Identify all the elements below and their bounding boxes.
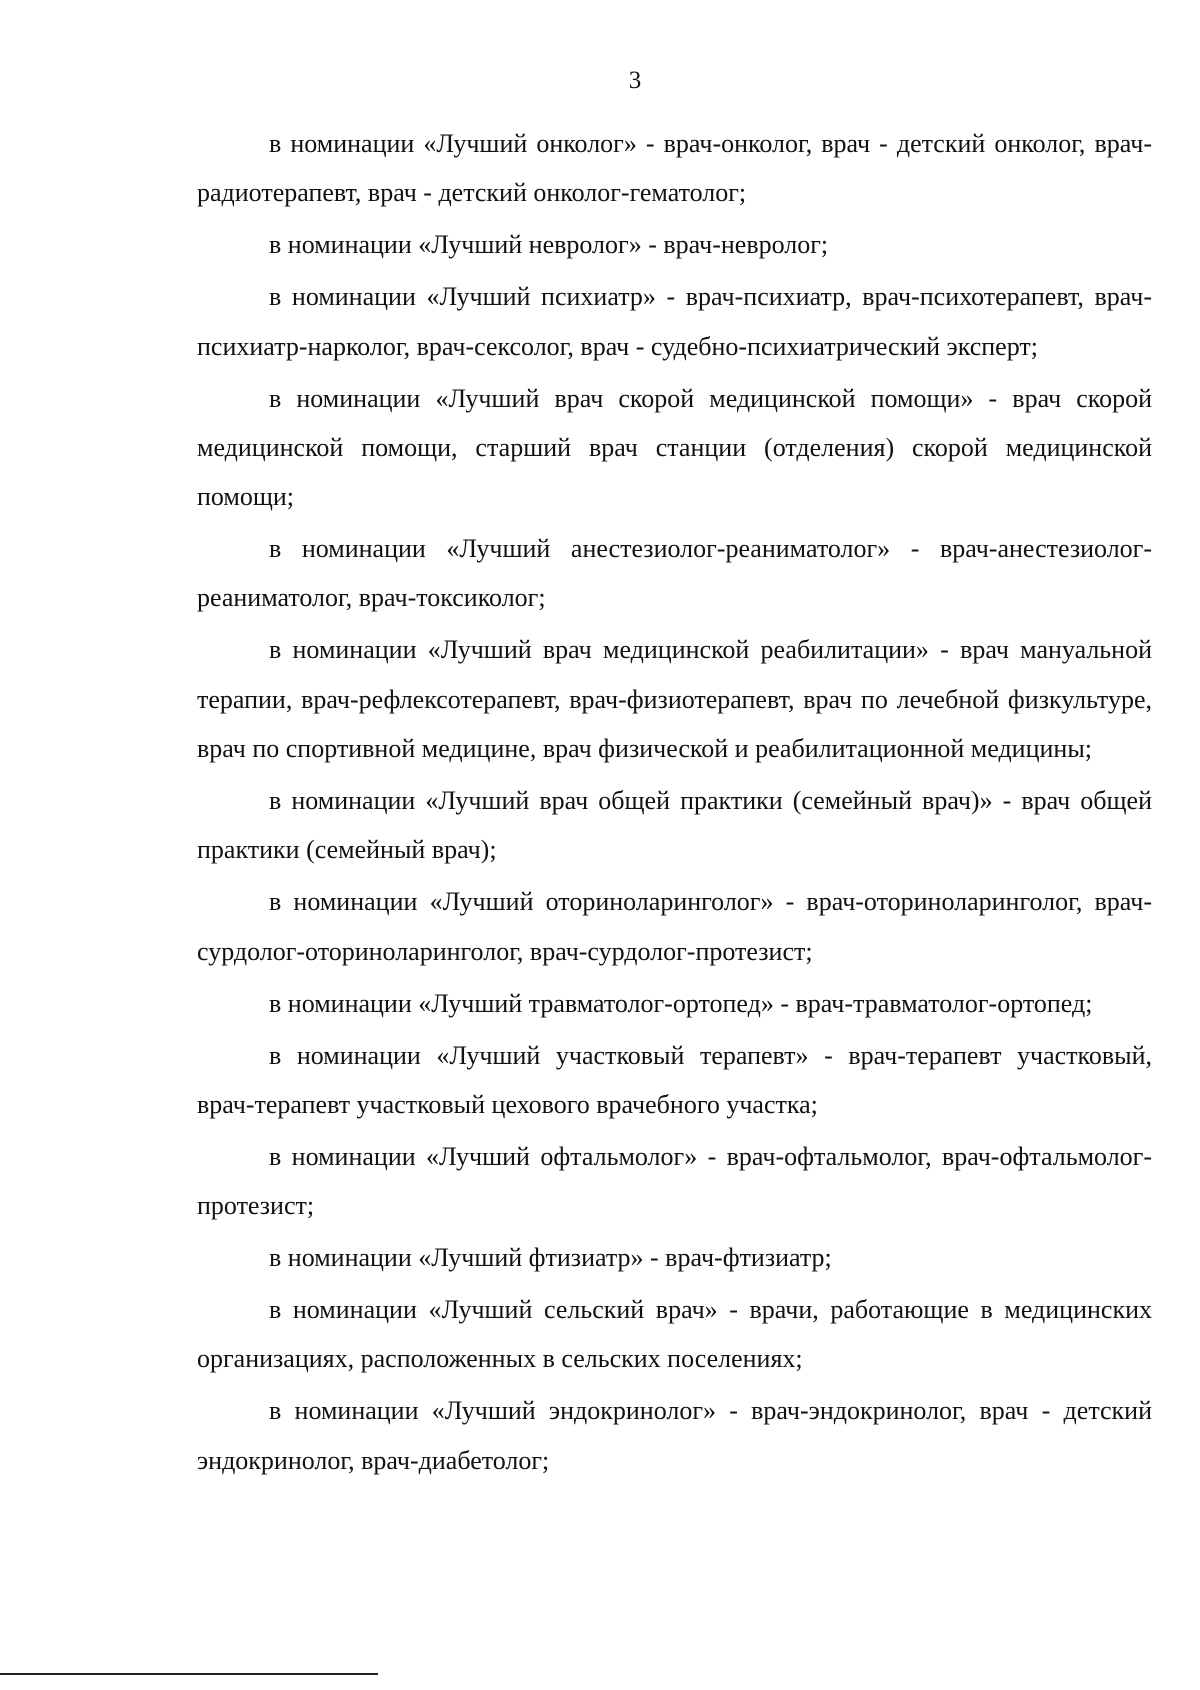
nomination-emergency-doctor: в номинации «Лучший врач скорой медицинской помощи» - врач скорой медицинской помощи, старший врач станции (отделения) скорой медицинской помощи; bbox=[197, 383, 1152, 512]
nomination-otorhinolaryngologist: в номинации «Лучший оториноларинголог» - врач-оториноларинголог, врач-сурдолог-оториноларинголог, врач-сурдолог-протезист; bbox=[197, 887, 1152, 966]
document-body bbox=[197, 119, 1152, 1488]
nomination-traumatologist: в номинации «Лучший травматолог-ортопед» - врач-травматолог-ортопед; bbox=[269, 988, 1093, 1018]
footer-divider bbox=[0, 1673, 378, 1675]
nomination-rehabilitation-doctor: в номинации «Лучший врач медицинской реабилитации» - врач мануальной терапии, врач-рефлексотерапевт, врач-физиотерапевт, врач по лечебной физкультуре, врач по спортивной медицине, врач физической и реабилитационной медицины; bbox=[197, 635, 1152, 763]
nomination-district-therapist: в номинации «Лучший участковый терапевт» - врач-терапевт участковый, врач-терапевт участковый цехового врачебного участка; bbox=[197, 1040, 1152, 1119]
nomination-neurologist: в номинации «Лучший невролог» - врач-невролог; bbox=[269, 230, 829, 260]
nomination-rural-doctor: в номинации «Лучший сельский врач» - врачи, работающие в медицинских организациях, расположенных в сельских поселениях; bbox=[197, 1295, 1152, 1374]
nomination-phthisiatrician: в номинации «Лучший фтизиатр» - врач-фтизиатр; bbox=[269, 1243, 832, 1273]
nomination-oncologist: в номинации «Лучший онколог» - врач-онколог, врач - детский онколог, врач-радиотерапевт, врач - детский онколог-гематолог; bbox=[197, 129, 1152, 208]
page-number: 3 bbox=[628, 67, 642, 94]
nomination-ophthalmologist: в номинации «Лучший офтальмолог» - врач-офтальмолог, врач-офтальмолог-протезист; bbox=[197, 1141, 1152, 1221]
nomination-psychiatrist: в номинации «Лучший психиатр» - врач-психиатр, врач-психотерапевт, врач-психиатр-нарколог, врач-сексолог, врач - судебно-психиатрический эксперт; bbox=[197, 282, 1152, 361]
nomination-general-practitioner: в номинации «Лучший врач общей практики (семейный врач)» - врач общей практики (семейный врач); bbox=[197, 785, 1152, 865]
nomination-anesthesiologist: в номинации «Лучший анестезиолог-реаниматолог» - врач-анестезиолог-реаниматолог, врач-токсиколог; bbox=[197, 534, 1152, 613]
nomination-endocrinologist: в номинации «Лучший эндокринолог» - врач-эндокринолог, врач - детский эндокринолог, врач-диабетолог; bbox=[197, 1396, 1152, 1475]
